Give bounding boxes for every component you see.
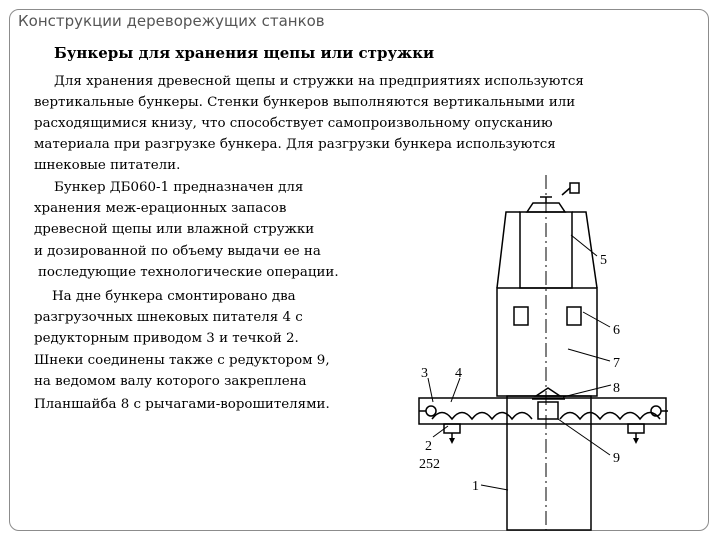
text-line: разгрузочных шнековых питателя 4 с <box>34 310 303 325</box>
drive-left <box>426 406 436 416</box>
cap-valve <box>570 183 579 193</box>
text-line: редукторным приводом 3 и течкой 2. <box>34 331 299 346</box>
text-line: шнековые питатели. <box>34 158 181 173</box>
text-line: Бункер ДБ060-1 предназначен для <box>54 180 304 195</box>
chute-left <box>444 424 460 433</box>
screw-right <box>560 413 660 420</box>
bunker-window-right <box>567 307 581 325</box>
text-line: расходящимися книзу, что способствует самопроизвольному опусканию <box>34 116 553 131</box>
text-line: материала при разгрузке бункера. Для разгрузки бункера используются <box>34 137 556 152</box>
label-7: 7 <box>613 356 620 371</box>
text-line: На дне бункера смонтировано два <box>52 289 296 304</box>
text-line: древесной щепы или влажной стружки <box>34 222 315 237</box>
figure-number: 252 <box>419 457 440 472</box>
reducer-9 <box>538 402 558 419</box>
text-line: Планшайба 8 с рычагами-ворошителями. <box>34 397 330 412</box>
bunker-body <box>497 288 597 396</box>
text-line: хранения меж-ерационных запасов <box>34 201 287 216</box>
label-9: 9 <box>613 451 620 466</box>
label-8: 8 <box>613 381 620 396</box>
screw-left <box>432 413 532 420</box>
slide-title: Конструкции дереворежущих станков <box>18 12 325 30</box>
text-line: Для хранения древесной щепы и стружки на предприятиях используются <box>54 74 584 89</box>
text-line: последующие технологические операции. <box>38 265 339 280</box>
bunker-taper <box>497 212 597 288</box>
bunker-window-left <box>514 307 528 325</box>
label-4: 4 <box>455 366 462 381</box>
label-3: 3 <box>421 366 428 381</box>
text-line: Шнеки соединены также с редуктором 9, <box>34 353 330 368</box>
label-5: 5 <box>600 253 607 268</box>
label-2: 2 <box>425 439 432 454</box>
label-6: 6 <box>613 323 620 338</box>
section-heading: Бункеры для хранения щепы или стружки <box>54 44 435 62</box>
text-line: вертикальные бункеры. Стенки бункеров выполняются вертикальными или <box>34 95 576 110</box>
label-1: 1 <box>472 479 479 494</box>
chute-right <box>628 424 644 433</box>
agitator-plate <box>536 388 560 396</box>
text-line: на ведомом валу которого закреплена <box>34 374 307 389</box>
text-line: и дозированной по объему выдачи ее на <box>34 244 321 259</box>
